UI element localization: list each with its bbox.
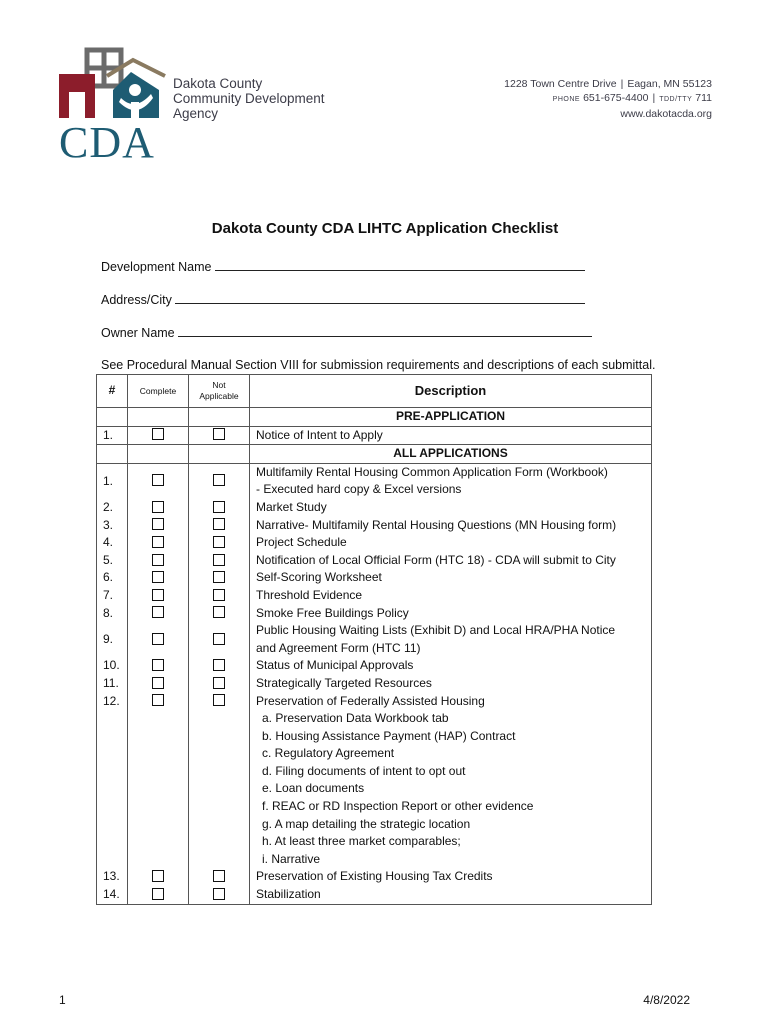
complete-checkbox[interactable] xyxy=(152,589,164,601)
not-applicable-checkbox[interactable] xyxy=(213,677,225,689)
not-applicable-checkbox[interactable] xyxy=(213,518,225,530)
development-name-line[interactable] xyxy=(215,258,585,271)
contact-city: Eagan, MN 55123 xyxy=(627,78,712,90)
submission-note: See Procedural Manual Section VIII for submission requirements and descriptions of each submittal. xyxy=(101,358,656,372)
complete-checkbox[interactable] xyxy=(152,606,164,618)
description-line: Narrative- Multifamily Rental Housing Questions (MN Housing form) xyxy=(256,517,617,532)
complete-checkbox-cell xyxy=(128,426,189,445)
row-number: 13. xyxy=(97,868,128,886)
contact-website: www.dakotacda.org xyxy=(620,108,712,120)
page-title: Dakota County CDA LIHTC Application Checklist xyxy=(211,220,559,237)
row-description xyxy=(250,463,652,499)
complete-checkbox[interactable] xyxy=(152,888,164,900)
agency-name-line2: Community Development xyxy=(173,91,325,106)
description-subitem: h. At least three market comparables; xyxy=(262,834,461,849)
not-applicable-checkbox-cell xyxy=(189,499,250,517)
row-description xyxy=(250,569,652,587)
description-line: Status of Municipal Approvals xyxy=(256,658,414,673)
row-number: 7. xyxy=(97,587,128,605)
complete-checkbox[interactable] xyxy=(152,554,164,566)
description-line: Notification of Local Official Form (HTC 18) - CDA will submit to City xyxy=(256,552,616,567)
checklist-row xyxy=(97,657,652,675)
description-line: Project Schedule xyxy=(256,535,347,550)
description-line: Preservation of Existing Housing Tax Credits xyxy=(256,869,493,884)
not-applicable-checkbox-cell xyxy=(189,657,250,675)
description-subitem: e. Loan documents xyxy=(262,781,365,796)
description-subitem: a. Preservation Data Workbook tab xyxy=(262,711,449,726)
complete-checkbox-cell xyxy=(128,622,189,657)
description-subitem: c. Regulatory Agreement xyxy=(262,746,395,761)
row-number: 9. xyxy=(97,622,128,657)
complete-checkbox-cell xyxy=(128,552,189,570)
row-number: 1. xyxy=(97,426,128,445)
complete-checkbox[interactable] xyxy=(152,428,164,440)
agency-name-line1: Dakota County xyxy=(173,76,263,91)
not-applicable-checkbox-cell xyxy=(189,587,250,605)
not-applicable-checkbox[interactable] xyxy=(213,694,225,706)
agency-name-line3: Agency xyxy=(173,106,219,121)
not-applicable-checkbox-cell xyxy=(189,552,250,570)
row-number: 14. xyxy=(97,886,128,904)
row-description xyxy=(250,587,652,605)
complete-checkbox[interactable] xyxy=(152,518,164,530)
checklist-row xyxy=(97,886,652,904)
row-number: 2. xyxy=(97,499,128,517)
not-applicable-checkbox[interactable] xyxy=(213,501,225,513)
complete-checkbox-cell xyxy=(128,605,189,623)
checklist-row xyxy=(97,499,652,517)
not-applicable-checkbox[interactable] xyxy=(213,870,225,882)
description-subitem: i. Narrative xyxy=(262,851,321,866)
row-description xyxy=(250,868,652,886)
row-description xyxy=(250,657,652,675)
tdd-label: TDD/TTY xyxy=(659,96,693,103)
row-description xyxy=(250,499,652,517)
not-applicable-checkbox-cell xyxy=(189,426,250,445)
complete-checkbox[interactable] xyxy=(152,633,164,645)
description-subitem: b. Housing Assistance Payment (HAP) Contract xyxy=(262,728,516,743)
development-name-field[interactable] xyxy=(101,258,585,274)
not-applicable-checkbox[interactable] xyxy=(213,659,225,671)
row-number: 8. xyxy=(97,605,128,623)
checklist-row xyxy=(97,868,652,886)
description-line: - Executed hard copy & Excel versions xyxy=(256,482,462,497)
contact-info xyxy=(504,77,712,121)
checklist-row xyxy=(97,587,652,605)
description-subitem: f. REAC or RD Inspection Report or other evidence xyxy=(262,799,534,814)
row-description xyxy=(250,426,652,445)
not-applicable-checkbox[interactable] xyxy=(213,606,225,618)
complete-checkbox-cell xyxy=(128,693,189,869)
section-label: ALL APPLICATIONS xyxy=(250,445,652,464)
not-applicable-checkbox-cell xyxy=(189,534,250,552)
complete-checkbox[interactable] xyxy=(152,659,164,671)
row-number: 5. xyxy=(97,552,128,570)
column-na-header xyxy=(189,375,250,408)
logo-cda-text: CDA xyxy=(59,118,155,164)
description-line: Stabilization xyxy=(256,887,321,902)
row-number: 10. xyxy=(97,657,128,675)
checklist-row xyxy=(97,517,652,535)
owner-name-field[interactable] xyxy=(101,324,592,340)
owner-name-label: Owner Name xyxy=(101,326,175,340)
section-spacer xyxy=(128,445,189,464)
checklist-row xyxy=(97,426,652,445)
not-applicable-checkbox-cell xyxy=(189,569,250,587)
footer-date: 4/8/2022 xyxy=(643,993,690,1007)
row-number: 11. xyxy=(97,675,128,693)
column-description-header: Description xyxy=(250,375,652,408)
complete-checkbox-cell xyxy=(128,463,189,499)
section-label: PRE-APPLICATION xyxy=(250,408,652,427)
complete-checkbox[interactable] xyxy=(152,536,164,548)
checklist-row xyxy=(97,534,652,552)
section-spacer xyxy=(189,408,250,427)
not-applicable-checkbox-cell xyxy=(189,517,250,535)
not-applicable-checkbox-cell xyxy=(189,605,250,623)
description-line: Market Study xyxy=(256,499,327,514)
section-spacer xyxy=(128,408,189,427)
not-applicable-checkbox[interactable] xyxy=(213,554,225,566)
section-spacer xyxy=(97,408,128,427)
not-applicable-checkbox[interactable] xyxy=(213,536,225,548)
address-city-label: Address/City xyxy=(101,293,172,307)
not-applicable-checkbox-cell xyxy=(189,675,250,693)
column-na-header-line1: Not xyxy=(212,380,226,390)
description-line: Multifamily Rental Housing Common Application Form (Workbook) xyxy=(256,464,608,479)
complete-checkbox-cell xyxy=(128,517,189,535)
complete-checkbox[interactable] xyxy=(152,474,164,486)
complete-checkbox-cell xyxy=(128,569,189,587)
not-applicable-checkbox-cell xyxy=(189,693,250,869)
section-spacer xyxy=(97,445,128,464)
not-applicable-checkbox[interactable] xyxy=(213,474,225,486)
column-na-header-line2: Applicable xyxy=(199,391,239,401)
checklist-row xyxy=(97,569,652,587)
column-number-header: # xyxy=(97,375,128,408)
row-number: 4. xyxy=(97,534,128,552)
complete-checkbox[interactable] xyxy=(152,571,164,583)
row-number: 3. xyxy=(97,517,128,535)
not-applicable-checkbox[interactable] xyxy=(213,633,225,645)
complete-checkbox[interactable] xyxy=(152,501,164,513)
row-description xyxy=(250,622,652,657)
phone-label: PHONE xyxy=(552,96,581,103)
complete-checkbox-cell xyxy=(128,534,189,552)
checklist-row xyxy=(97,622,652,657)
complete-checkbox-cell xyxy=(128,499,189,517)
checklist-row xyxy=(97,605,652,623)
description-subitem: d. Filing documents of intent to opt out xyxy=(262,763,466,778)
row-description xyxy=(250,886,652,904)
description-line: Threshold Evidence xyxy=(256,587,363,602)
table-header-row xyxy=(97,375,652,408)
not-applicable-checkbox[interactable] xyxy=(213,589,225,601)
description-line: and Agreement Form (HTC 11) xyxy=(256,640,421,655)
description-line: Smoke Free Buildings Policy xyxy=(256,605,409,620)
description-line: Public Housing Waiting Lists (Exhibit D) and Local HRA/PHA Notice xyxy=(256,623,616,638)
checklist-row xyxy=(97,675,652,693)
contact-phone-line: PHONE 651-675-4400 | TDD/TTY 711 xyxy=(552,92,712,104)
not-applicable-checkbox-cell xyxy=(189,622,250,657)
page-number: 1 xyxy=(59,993,66,1007)
row-description xyxy=(250,605,652,623)
checklist-row xyxy=(97,463,652,499)
description-line: Preservation of Federally Assisted Housing xyxy=(256,693,485,708)
not-applicable-checkbox-cell xyxy=(189,886,250,904)
not-applicable-checkbox[interactable] xyxy=(213,571,225,583)
section-spacer xyxy=(189,445,250,464)
row-number: 1. xyxy=(97,463,128,499)
description-subitem: g. A map detailing the strategic location xyxy=(262,816,471,831)
row-description xyxy=(250,552,652,570)
agency-name xyxy=(173,76,325,121)
row-description xyxy=(250,517,652,535)
complete-checkbox[interactable] xyxy=(152,870,164,882)
complete-checkbox-cell xyxy=(128,675,189,693)
contact-address: 1228 Town Centre Drive xyxy=(504,78,617,90)
checklist-table xyxy=(96,374,652,905)
complete-checkbox-cell xyxy=(128,657,189,675)
complete-checkbox-cell xyxy=(128,886,189,904)
not-applicable-checkbox[interactable] xyxy=(213,888,225,900)
contact-phone: 651-675-4400 xyxy=(583,92,649,104)
not-applicable-checkbox[interactable] xyxy=(213,428,225,440)
section-header-row xyxy=(97,445,652,464)
column-complete-header: Complete xyxy=(128,375,189,408)
description-line: Notice of Intent to Apply xyxy=(256,427,383,442)
contact-address-line: 1228 Town Centre Drive | Eagan, MN 55123 xyxy=(504,78,712,90)
description-line: Strategically Targeted Resources xyxy=(256,675,432,690)
complete-checkbox[interactable] xyxy=(152,677,164,689)
address-city-field[interactable] xyxy=(101,291,585,307)
complete-checkbox-cell xyxy=(128,587,189,605)
row-description xyxy=(250,693,652,869)
row-description xyxy=(250,675,652,693)
row-number: 12. xyxy=(97,693,128,869)
contact-tdd: 711 xyxy=(695,92,712,104)
checklist-row xyxy=(97,693,652,869)
section-header-row xyxy=(97,408,652,427)
not-applicable-checkbox-cell xyxy=(189,463,250,499)
development-name-label: Development Name xyxy=(101,260,212,274)
checklist-row xyxy=(97,552,652,570)
row-number: 6. xyxy=(97,569,128,587)
checklist-body xyxy=(97,408,652,905)
not-applicable-checkbox-cell xyxy=(189,868,250,886)
complete-checkbox-cell xyxy=(128,868,189,886)
complete-checkbox[interactable] xyxy=(152,694,164,706)
owner-name-line[interactable] xyxy=(178,324,592,337)
row-description xyxy=(250,534,652,552)
address-city-line[interactable] xyxy=(175,291,585,304)
description-line: Self-Scoring Worksheet xyxy=(256,570,382,585)
